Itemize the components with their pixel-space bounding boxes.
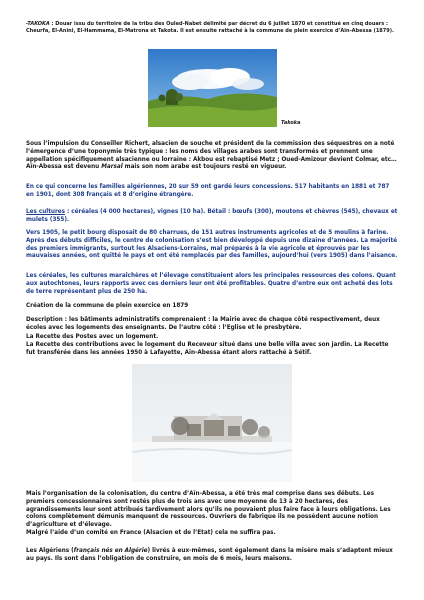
description-paragraph: Description : les bâtiments administratifs comprenaient : la Mairie avec de chaque côté respectivement, deux écoles avec les logements des enseignants. De l’autre côté : l’Eglise et le presbytère. bbox=[26, 317, 380, 331]
takoka-landscape-image bbox=[148, 49, 277, 127]
cultures-text: : céréales (4 000 hectares), vignes (10 ha). Bétail : bœufs (300), moutons et chèvres (545), chevaux et mulets (355). bbox=[26, 209, 398, 223]
sous-impulsion-end: mais son nom arabe est toujours resté en vigueur. bbox=[122, 164, 287, 171]
algeriens-start: Les Algériens ( bbox=[26, 548, 74, 554]
intro-term: -TAKOKA bbox=[26, 21, 50, 27]
creation-commune-heading: Création de la commune de plein exercice en 1879 bbox=[26, 303, 189, 309]
families-paragraph: En ce qui concerne les familles algériennes, 20 sur 59 ont gardé leurs concessions. 517 habitants en 1881 et 787 en 1901, dont 308 français et 8 d’origine étrangère. bbox=[26, 184, 390, 198]
recette-contributions-paragraph: La Recette des contributions avec le logement du Receveur situé dans une belle villa avec son jardin. La Recette fut transférée dans les années 1950 à Lafayette, Aïn-Abessa étant alors rattaché à Sétif. bbox=[26, 342, 389, 356]
intro-text: : Douar issu du territoire de la tribu des Ouled-Nabet délimité par décret du 6 juillet 1870 et constitué en cinq douars : Cheurfa, El-Anini, El-Hammama, El-Matrona et Takota. Il est ensuite rattaché à la commune de plein exercice d’Aïn-Abessa (1879). bbox=[26, 21, 394, 34]
sous-impulsion-text: Sous l’impulsion du Conseiller Richert, alsacien de souche et président de la commission des séquestres on a noté l’émergence d’une toponymie très typique : les noms des villages arabes sont transformés et prennent une appellation spécifiquement alsacienne ou lorraine : Akbou est rebaptisé Metz ; Oued-Amizour devient Colmar, etc… Aïn-Abessa est devenu bbox=[26, 141, 397, 171]
takoka-photo bbox=[148, 49, 277, 127]
cultures-paragraph bbox=[26, 209, 398, 225]
intro-paragraph bbox=[26, 21, 398, 34]
snow-village-photo bbox=[132, 364, 292, 482]
cultures-label: Les cultures bbox=[26, 209, 66, 215]
algeriens-italic: français nés en Algérie bbox=[73, 548, 148, 554]
organisation-paragraph: Mais l’organisation de la colonisation, du centre d’Aïn-Abessa, a été très mal comprise dans ses débuts. Les premiers concessionnaires sont restés plus de trois ans avec une moyenne de 13 à 20 hectares, des agrandissements leur sont attribués tardivement alors qu’ils ne pouvaient plus faire face à leurs obligations. Les colons complètement démunis manquent de ressources. Ouvriers de fabrique ils ne possèdent aucune notion d’agriculture et d’élevage. bbox=[26, 491, 391, 529]
snow-village-image bbox=[132, 364, 292, 482]
algeriens-end: ) livrés à eux-mêmes, sont également dans la misère mais s’adaptent mieux au pays. Ils sont dans l’obligation de construire, en mois de 6 mois, leurs maisons. bbox=[26, 548, 393, 562]
cereales-paragraph: Les céréales, les cultures maraîchères et l’élevage constituaient alors les principales ressources des colons. Quant aux autochtones, leurs rapports avec ces derniers leur ont été profitables. Quatre d’entre eux ont acheté des lots de terre représentant plus de 250 ha. bbox=[26, 273, 396, 295]
malgre-paragraph: Malgré l’aide d’un comité en France (Alsacien et de l’Etat) cela ne suffira pas. bbox=[26, 530, 276, 536]
marsal-italic: Marsal bbox=[101, 164, 123, 171]
vers-1905-paragraph: Vers 1905, le petit bourg disposait de 80 charrues, de 151 autres instruments agricoles et de 5 moulins à farine. Après des débuts difficiles, le centre de colonisation s’est bien développé depuis une dizaine d’années. La majorité des premiers immigrants, surtout les Alsaciens-Lorrains, mal préparés à la vie agricole et éprouvés par les mauvaises années, ont quitté le pays et ont été remplacés par des familles, aujourd’hui (vers 1905) dans l’aisance. bbox=[26, 230, 398, 260]
recette-postes-paragraph: La Recette des Postes avec un logement. bbox=[26, 334, 159, 340]
algeriens-paragraph bbox=[26, 548, 398, 564]
sous-impulsion-paragraph bbox=[26, 141, 398, 172]
takoka-photo-caption: Takoka bbox=[281, 120, 301, 126]
